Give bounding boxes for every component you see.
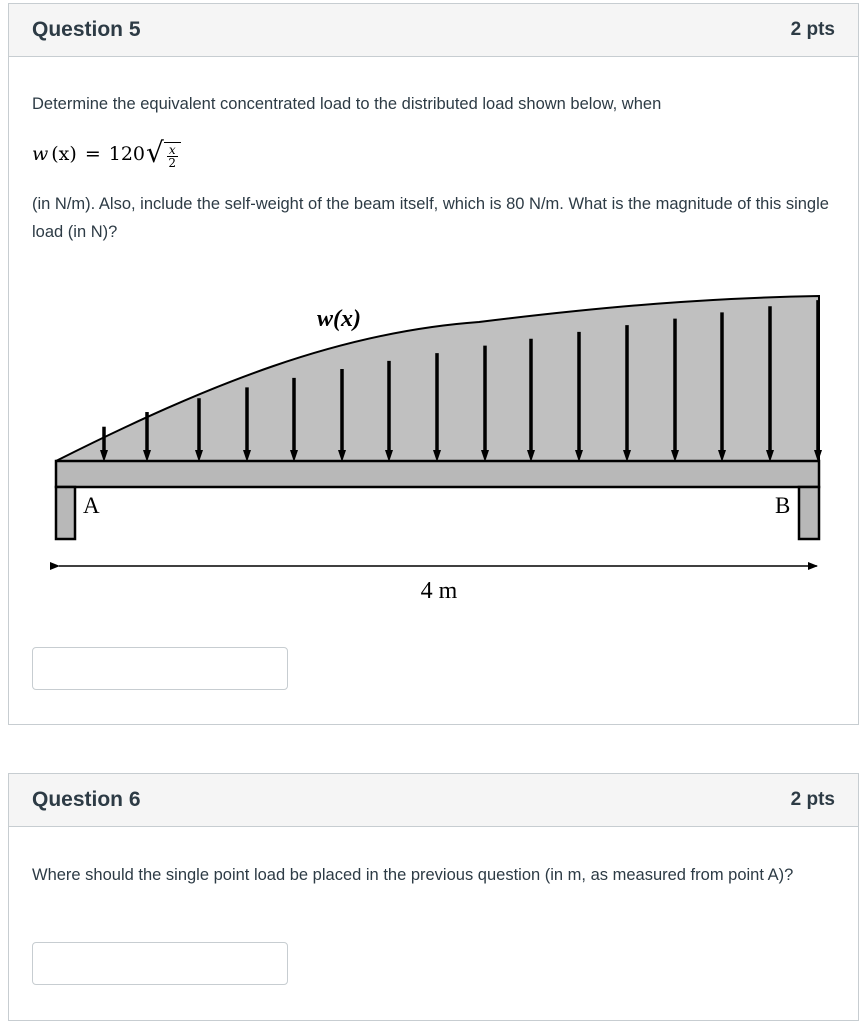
question-6-text: Where should the single point load be placed in the previous question (in m, as measured from point A)? [32, 866, 794, 884]
formula-fraction [164, 142, 181, 170]
question-5-title: Question 5 [32, 18, 141, 41]
question-5-intro-text: Determine the equivalent concentrated load to the distributed load shown below, when [32, 95, 662, 113]
support-b-label: B [775, 493, 791, 518]
sqrt-icon: √ [146, 136, 164, 169]
formula-equals: = [84, 143, 101, 165]
question-6-answer-input[interactable] [32, 942, 288, 985]
support-a-label: A [83, 493, 100, 518]
question-5-card [8, 3, 859, 725]
span-label: 4 m [420, 578, 458, 604]
question-5-points: 2 pts [790, 19, 835, 40]
support-a [56, 487, 75, 539]
question-6-points: 2 pts [790, 789, 835, 810]
formula-lhs-arg: (x) [51, 143, 77, 165]
load-formula [32, 138, 181, 170]
beam-diagram [9, 274, 860, 614]
formula-coefficient: 120 [108, 143, 145, 165]
question-5-detail-text: (in N/m). Also, include the self-weight of the beam itself, which is 80 N/m. What is the magnitude of this single load (in N)? [32, 195, 829, 241]
question-6-header [9, 774, 858, 827]
formula-sqrt [146, 138, 181, 170]
formula-lhs-var: w [32, 143, 49, 165]
formula-frac-den: 2 [168, 156, 177, 170]
question-6-title: Question 6 [32, 788, 141, 811]
question-5-header [9, 4, 858, 57]
formula-frac-num: x [168, 143, 176, 157]
load-label: w(x) [317, 306, 361, 332]
beam [56, 461, 819, 487]
support-b [799, 487, 819, 539]
question-5-answer-input[interactable] [32, 647, 288, 690]
question-6-card [8, 773, 859, 1021]
